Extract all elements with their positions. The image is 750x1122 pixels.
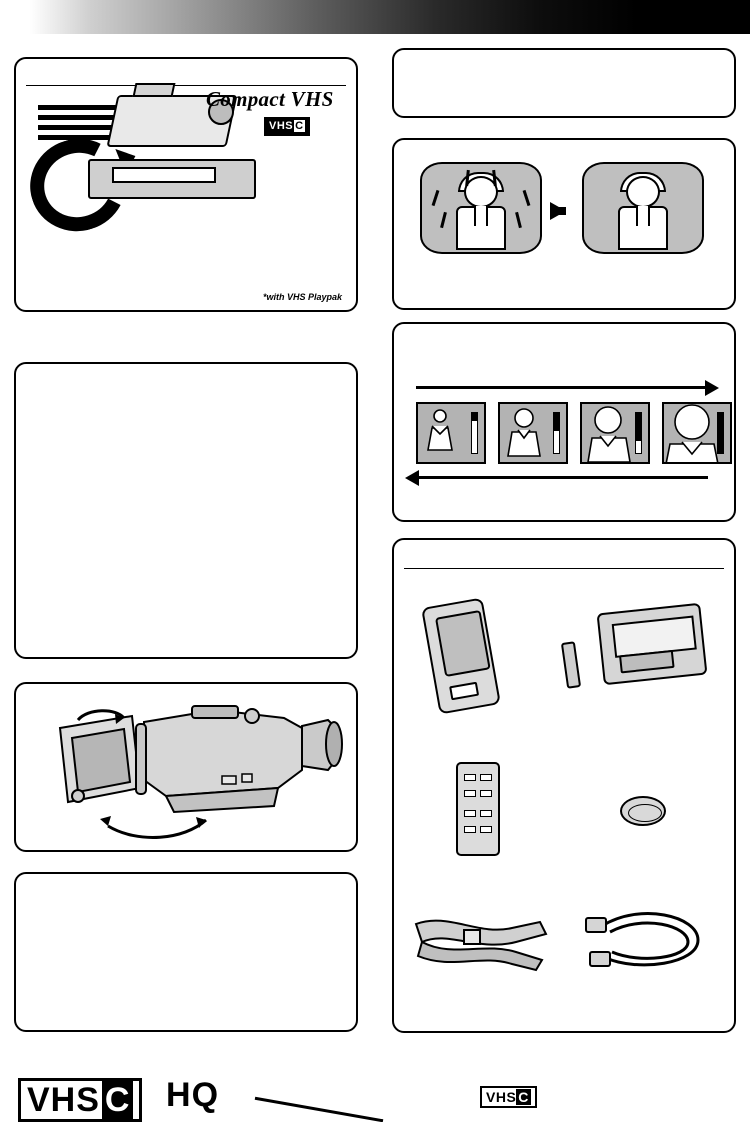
- feature-text-1: [16, 364, 356, 392]
- zoom-frame-4: [662, 402, 732, 464]
- head-shape: [626, 176, 660, 208]
- hq-logo-tail: [255, 1097, 384, 1122]
- shake-line-icon: [432, 190, 440, 206]
- person-figure-shaky: [442, 176, 520, 250]
- av-cable-illustration: [580, 906, 720, 980]
- remote-button: [464, 790, 476, 797]
- cassette-adapter-illustration: [597, 603, 708, 685]
- person-figure-steady: [604, 176, 682, 250]
- vhs-c-logo-footer: VHS C: [18, 1078, 142, 1122]
- feature-text-panel-1: [14, 362, 358, 659]
- feature-text-panel-2: [14, 872, 358, 1032]
- tv-screen-shaky: [420, 162, 542, 254]
- vcr-cassette-slot: [112, 167, 216, 183]
- collar-shape: [636, 206, 650, 226]
- zoom-frame-1: [416, 402, 486, 464]
- vhs-c-logo-c-small: C: [518, 1089, 529, 1105]
- remote-button: [464, 810, 476, 817]
- zoom-out-arrow-icon: [418, 476, 708, 479]
- header-text: [394, 50, 734, 74]
- aa-battery-illustration: [561, 641, 581, 689]
- header-panel: [392, 48, 736, 118]
- image-stabilizer-panel: [392, 138, 736, 310]
- compact-vhs-title: Compact VHS: [206, 87, 334, 111]
- zoom-indicator-bar: [717, 412, 724, 454]
- camcorder-viewfinder: [133, 83, 176, 97]
- hq-logo-footer: HQ: [166, 1078, 219, 1112]
- vhs-c-logo-small-footer: VHS C: [480, 1086, 537, 1108]
- zoom-indicator-bar: [553, 412, 560, 454]
- panel-divider: [404, 568, 724, 569]
- remote-button: [480, 826, 492, 833]
- top-gradient-banner: [0, 0, 750, 34]
- zoom-indicator-bar: [635, 412, 642, 454]
- panel-divider: [26, 85, 346, 86]
- shoulder-strap-illustration: [408, 908, 558, 978]
- zoom-frame-2: [498, 402, 568, 464]
- vhs-c-logo-c: C: [102, 1081, 134, 1119]
- collar-shape: [474, 206, 488, 226]
- playpak-footnote: *with VHS Playpak: [262, 292, 342, 302]
- tv-screen-stabilized: [582, 162, 704, 254]
- battery-pack-illustration: [421, 597, 501, 714]
- shake-line-icon: [523, 190, 531, 206]
- lcd-monitor-panel: [14, 682, 358, 852]
- remote-button: [480, 810, 492, 817]
- accessories-panel: [392, 538, 736, 1033]
- compact-vhs-panel: [14, 57, 358, 312]
- lcd-camcorder-illustration: [16, 684, 356, 850]
- zoom-sequence-panel: [392, 322, 736, 522]
- remote-button: [464, 826, 476, 833]
- remote-button: [480, 774, 492, 781]
- zoom-indicator-bar: [471, 412, 478, 454]
- remote-button: [464, 774, 476, 781]
- lithium-coin-battery-illustration: [620, 796, 666, 826]
- remote-control-illustration: [456, 762, 500, 856]
- feature-text-2: [16, 874, 356, 902]
- right-arrow-icon: [550, 202, 566, 220]
- remote-button: [480, 790, 492, 797]
- vhs-c-logo-icon: VHS C: [264, 117, 310, 136]
- zoom-in-arrow-icon: [416, 386, 706, 389]
- zoom-frame-3: [580, 402, 650, 464]
